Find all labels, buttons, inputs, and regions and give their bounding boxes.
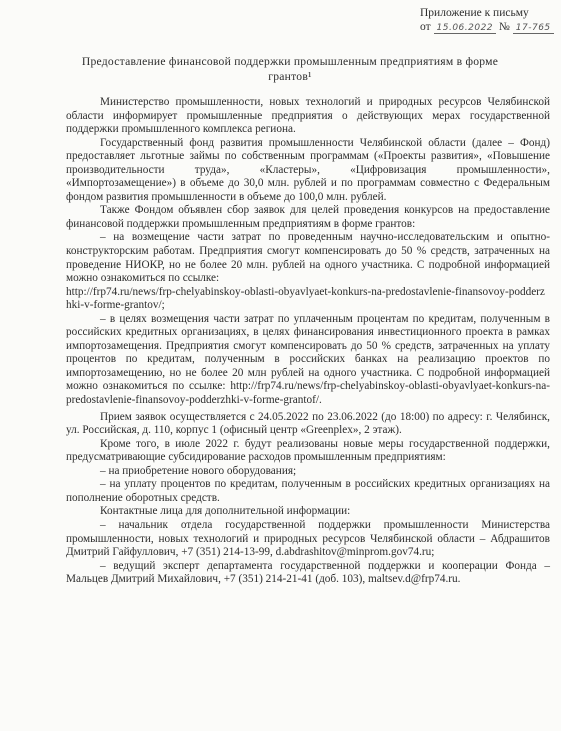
paragraph-interest-grant: – в целях возмещения части затрат по уплаченным процентам по кредитам, полученным в российских кредитных организациях, в целях финансирования инвестиционного проекта в рамках импортозамещения. Предприятия смогут компенсировать до 50 % средств, затраченных на уплату процентов по кредитам, полученным в российских банках на реализацию проектов по импортозамещению, но не более 20 млн рублей на одного участника. С подробной информацией можно ознакомиться по ссылке: http://frp74.ru/news/frp-chelyabinskoy-oblasti-obyavlyaet-konkurs-na-predostavlenie-finansovoy-podderzhki-v-forme-grantof/. bbox=[66, 312, 550, 407]
paragraph-application-dates: Прием заявок осуществляется с 24.05.2022 по 23.06.2022 (до 18:00) по адресу: г. Челябинск, ул. Российская, д. 110, корпус 1 (офисный центр «Greenplex», 2 этаж). bbox=[66, 410, 550, 437]
annex-header bbox=[420, 6, 560, 35]
annex-date-handwritten: 15.06.2022 bbox=[434, 23, 497, 34]
paragraph-intro: Министерство промышленности, новых технологий и природных ресурсов Челябинской области информирует промышленные предприятия о действующих мерах государственной поддержки промышленного комплекса региона. bbox=[66, 96, 550, 136]
annex-label: Приложение к письму bbox=[420, 7, 529, 19]
paragraph-contacts-heading: Контактные лица для дополнительной информации: bbox=[100, 505, 351, 518]
paragraph-grants-intro: Также Фондом объявлен сбор заявок для целей проведения конкурсов на предоставление финансовой поддержки промышленным предприятиям в форме грантов: bbox=[66, 204, 550, 230]
annex-date-number bbox=[420, 20, 560, 35]
annex-number-handwritten: 17-765 bbox=[513, 23, 554, 34]
annex-from-prefix: от bbox=[420, 21, 431, 33]
contact-abdrashitov: – начальник отдела государственной поддержки промышленности Министерства промышленности, новых технологий и природных ресурсов Челябинской области – Абдрашитов Дмитрий Гайфуллович, +7 (351) 214-13-99, d.abdrashitov@minprom.gov74.ru; bbox=[66, 518, 550, 559]
paragraph-niokr-grant: – на возмещение части затрат по проведенным научно-исследовательским и опытно-конструкторским работам. Предприятия смогут компенсировать до 50 % средств, затраченных на проведение НИОКР, но не более 20 млн. рублей на одного участника. С подробной информацией можно ознакомиться по ссылке: bbox=[66, 231, 550, 285]
annex-number-label: № bbox=[498, 21, 510, 33]
paragraph-new-measures: Кроме того, в июле 2022 г. будут реализованы новые меры государственной поддержки, предусматривающие субсидирование расходов промышленным предприятиям: bbox=[66, 437, 550, 464]
paragraph-fund-loans: Государственный фонд развития промышленности Челябинской области (далее – Фонд) предоставляет льготные займы по собственным программам («Проекты развития», «Повышение производительности труда», «Кластеры», «Цифровизация промышленности», «Импортозамещение») в объеме до 30,0 млн. рублей и по программам совместно с Федеральным фондом развития промышленности в объеме до 100,0 млн. рублей. bbox=[66, 136, 550, 203]
list-item-credit-interest: – на уплату процентов по кредитам, полученным в российских кредитных организациях на пополнение оборотных средств. bbox=[66, 478, 550, 504]
contact-maltsev: – ведущий эксперт департамента государственной поддержки и кооперации Фонда – Мальцев Дмитрий Михайлович, +7 (351) 214-21-41 (доб. 103), maltsev.d@frp74.ru. bbox=[66, 559, 550, 586]
document-body bbox=[66, 96, 550, 587]
link-niokr-grant[interactable]: http://frp74.ru/news/frp-chelyabinskoy-oblasti-obyavlyaet-konkurs-na-predostavlenie-finansovoy-podderzhki-v-forme-grantov/; bbox=[66, 285, 545, 312]
list-item-equipment: – на приобретение нового оборудования; bbox=[100, 464, 297, 477]
document-title: Предоставление финансовой поддержки промышленным предприятиям в форме грантов¹ bbox=[81, 55, 499, 83]
